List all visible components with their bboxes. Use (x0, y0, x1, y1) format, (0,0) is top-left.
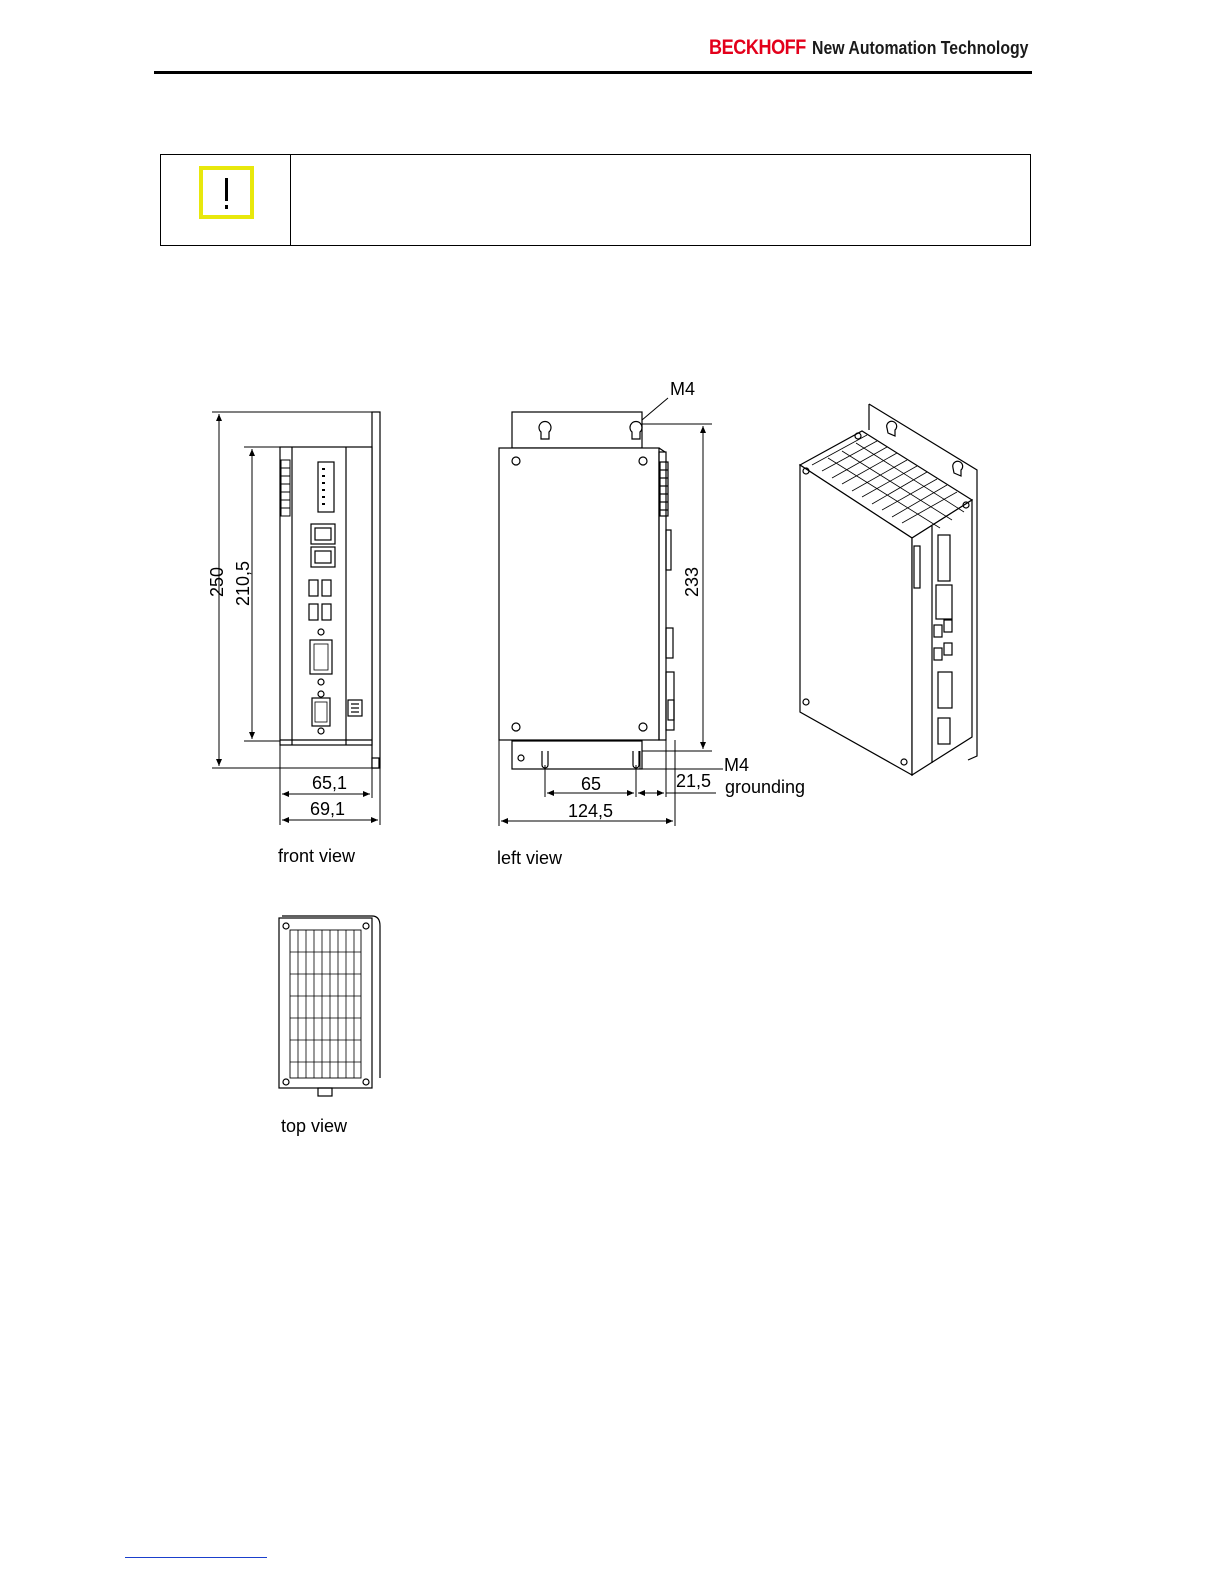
dim-height-total: 250 (207, 566, 227, 597)
brand-logo: BECKHOFF (709, 36, 806, 59)
dim-height-left: 233 (682, 566, 702, 597)
dim-width-body: 65,1 (312, 773, 348, 793)
footer-link-underline[interactable] (125, 1557, 267, 1558)
dim-offset: 21,5 (676, 771, 712, 791)
brand-tagline: New Automation Technology (812, 38, 1029, 58)
label-m4-bottom: M4 (724, 755, 750, 775)
left-view (499, 412, 674, 769)
caption-front-view: front view (278, 846, 356, 866)
caption-top-view: top view (281, 1116, 348, 1136)
top-view (279, 916, 380, 1096)
dim-height-body: 210,5 (233, 560, 253, 606)
isometric-view (800, 404, 977, 775)
front-view (280, 412, 380, 768)
top-view-labels (281, 1116, 348, 1136)
label-grounding: grounding (725, 777, 806, 797)
dim-depth: 124,5 (568, 801, 614, 821)
caption-left-view: left view (497, 848, 563, 868)
dim-width-total: 69,1 (310, 799, 346, 819)
dim-spacing: 65 (581, 774, 602, 794)
label-m4-top: M4 (670, 379, 696, 399)
